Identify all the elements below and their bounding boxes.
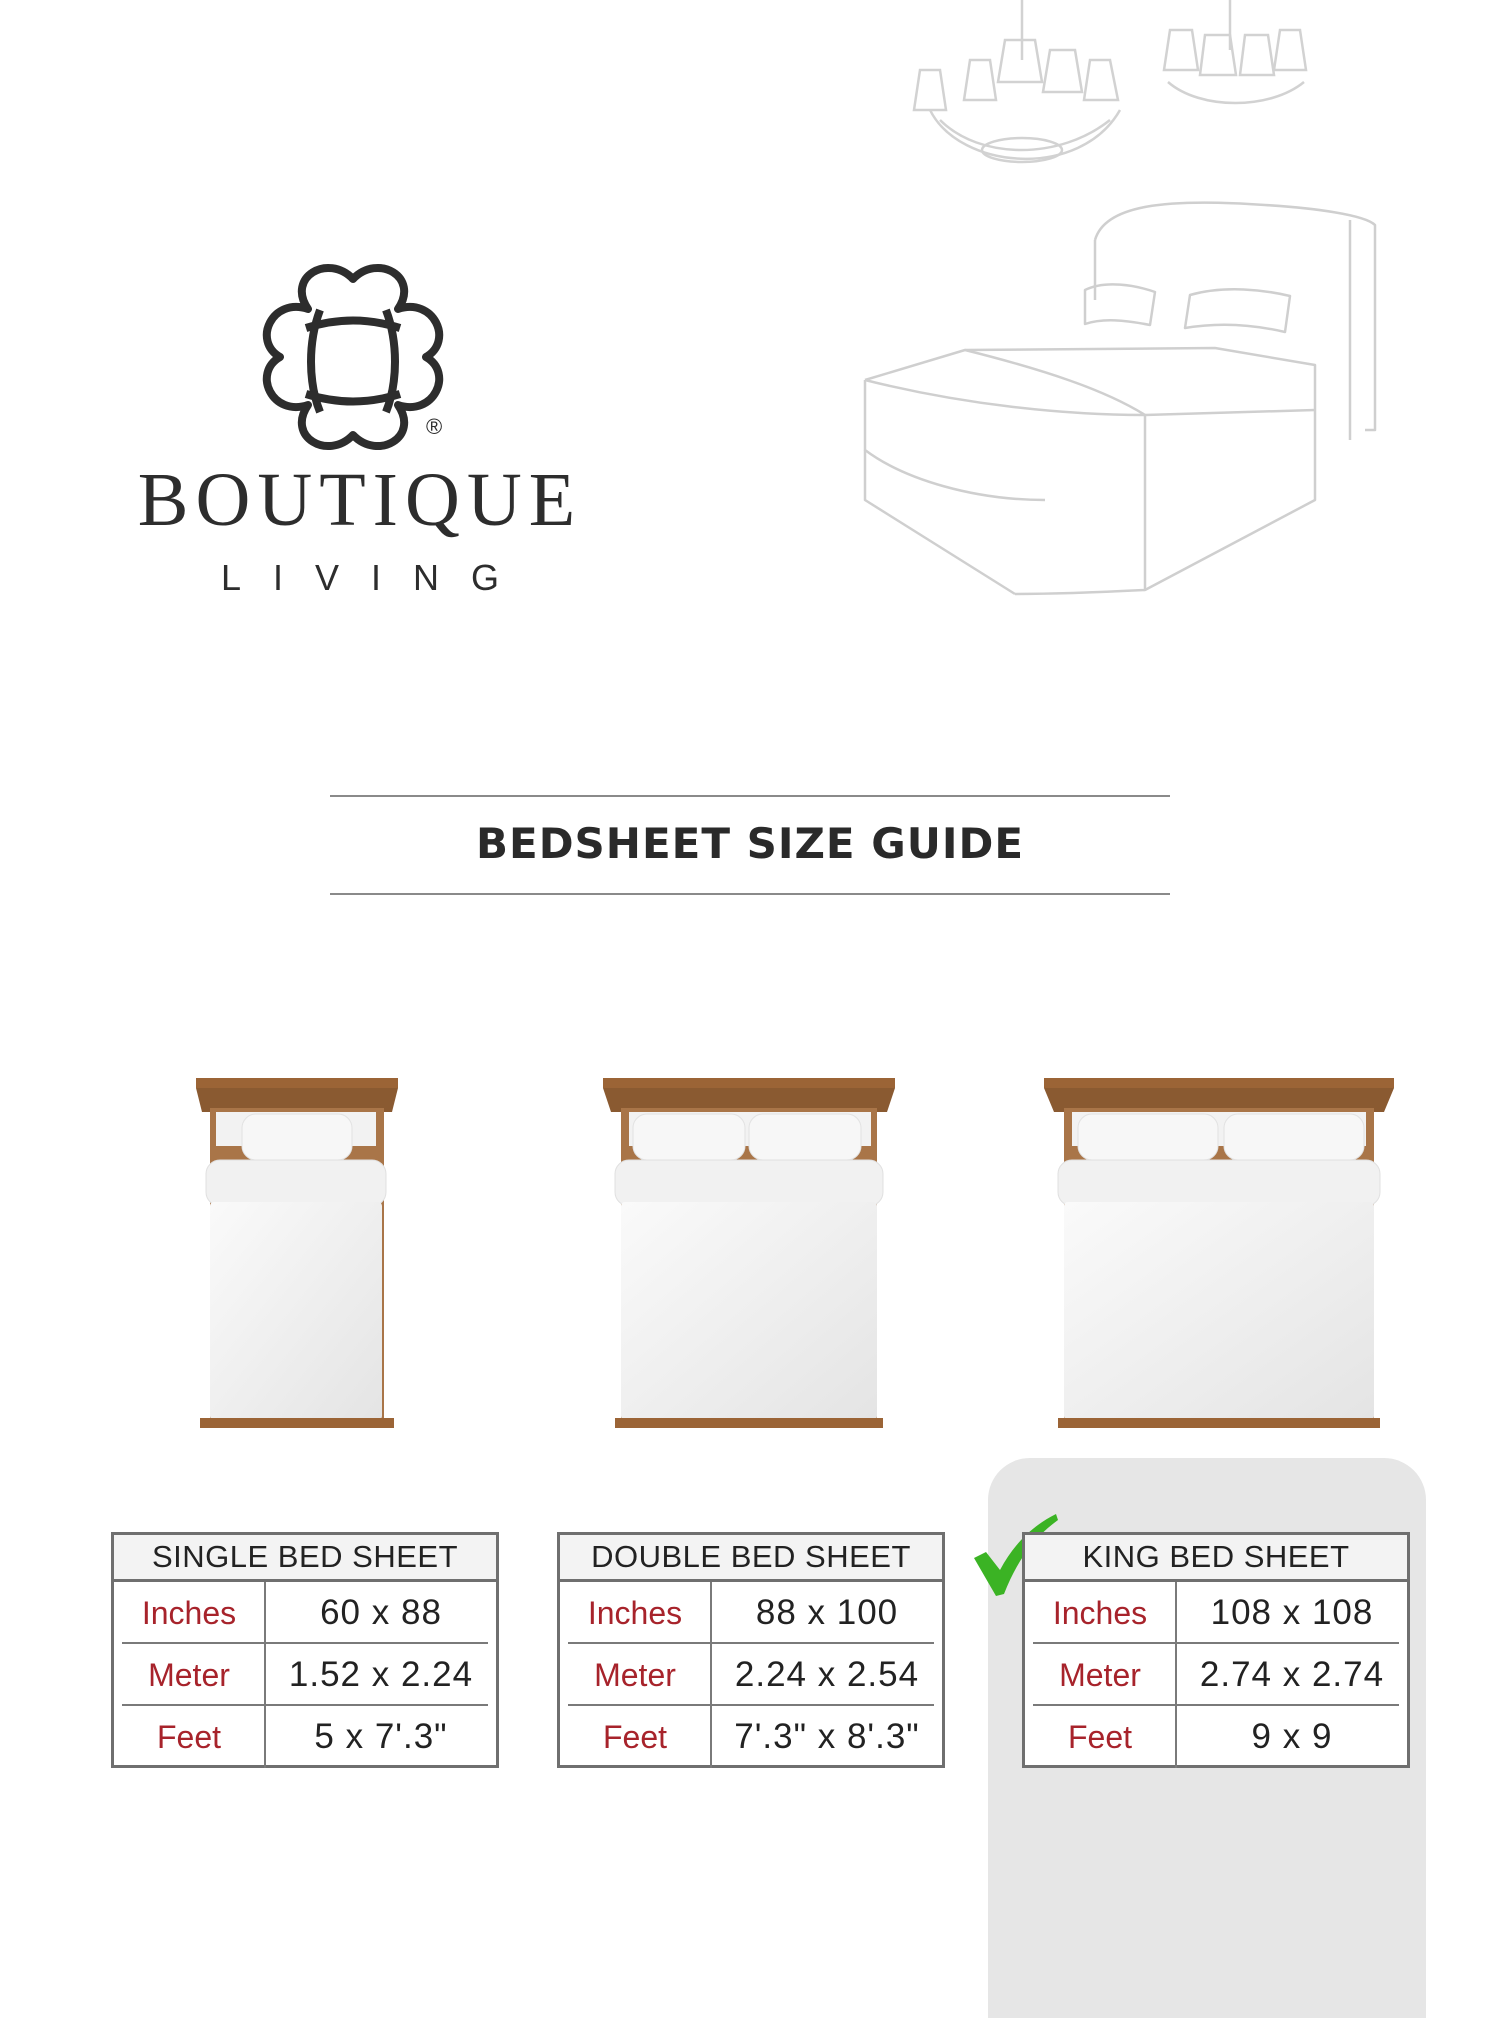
unit-label: Inches bbox=[141, 1595, 237, 1631]
table-header: KING BED SHEET bbox=[1025, 1535, 1407, 1582]
table-row bbox=[560, 1644, 942, 1706]
brand-logo-icon bbox=[258, 262, 448, 452]
table-header: SINGLE BED SHEET bbox=[114, 1535, 496, 1582]
table-row bbox=[114, 1582, 496, 1644]
size-value: 108 x 108 bbox=[1175, 1582, 1407, 1644]
size-value: 2.24 x 2.54 bbox=[710, 1644, 942, 1706]
guide-title: BEDSHEET SIZE GUIDE bbox=[475, 819, 1025, 868]
unit-label: Meter bbox=[1059, 1657, 1141, 1693]
table-row bbox=[1025, 1644, 1407, 1706]
brand-name: BOUTIQUE bbox=[137, 458, 583, 542]
table-header: DOUBLE BED SHEET bbox=[560, 1535, 942, 1582]
unit-label: Feet bbox=[156, 1719, 222, 1755]
unit-label: Inches bbox=[1052, 1595, 1148, 1631]
table-row bbox=[114, 1644, 496, 1706]
title-divider-bottom bbox=[330, 893, 1170, 895]
table-row bbox=[560, 1582, 942, 1644]
brand-tagline: LIVING bbox=[220, 557, 532, 598]
single-size-table bbox=[111, 1532, 499, 1768]
single-bed-illustration bbox=[196, 1078, 402, 1430]
double-size-table bbox=[557, 1532, 945, 1768]
table-row bbox=[560, 1706, 942, 1768]
king-size-table bbox=[1022, 1532, 1410, 1768]
table-row bbox=[1025, 1582, 1407, 1644]
size-value: 7'.3" x 8'.3" bbox=[710, 1706, 942, 1768]
unit-label: Feet bbox=[1067, 1719, 1133, 1755]
unit-label: Feet bbox=[602, 1719, 668, 1755]
unit-label: Meter bbox=[148, 1657, 230, 1693]
registered-mark: ® bbox=[426, 414, 443, 439]
table-row bbox=[1025, 1706, 1407, 1768]
size-value: 2.74 x 2.74 bbox=[1175, 1644, 1407, 1706]
double-bed-illustration bbox=[603, 1078, 899, 1430]
bed-sketch-icon bbox=[845, 200, 1385, 600]
king-bed-illustration bbox=[1044, 1078, 1398, 1430]
size-value: 1.52 x 2.24 bbox=[264, 1644, 496, 1706]
size-value: 5 x 7'.3" bbox=[264, 1706, 496, 1768]
size-value: 9 x 9 bbox=[1175, 1706, 1407, 1768]
title-divider-top bbox=[330, 795, 1170, 797]
unit-label: Inches bbox=[587, 1595, 683, 1631]
chandelier-sketch-icon bbox=[900, 0, 1340, 200]
size-value: 88 x 100 bbox=[710, 1582, 942, 1644]
unit-label: Meter bbox=[594, 1657, 676, 1693]
table-row bbox=[114, 1706, 496, 1768]
size-value: 60 x 88 bbox=[264, 1582, 496, 1644]
